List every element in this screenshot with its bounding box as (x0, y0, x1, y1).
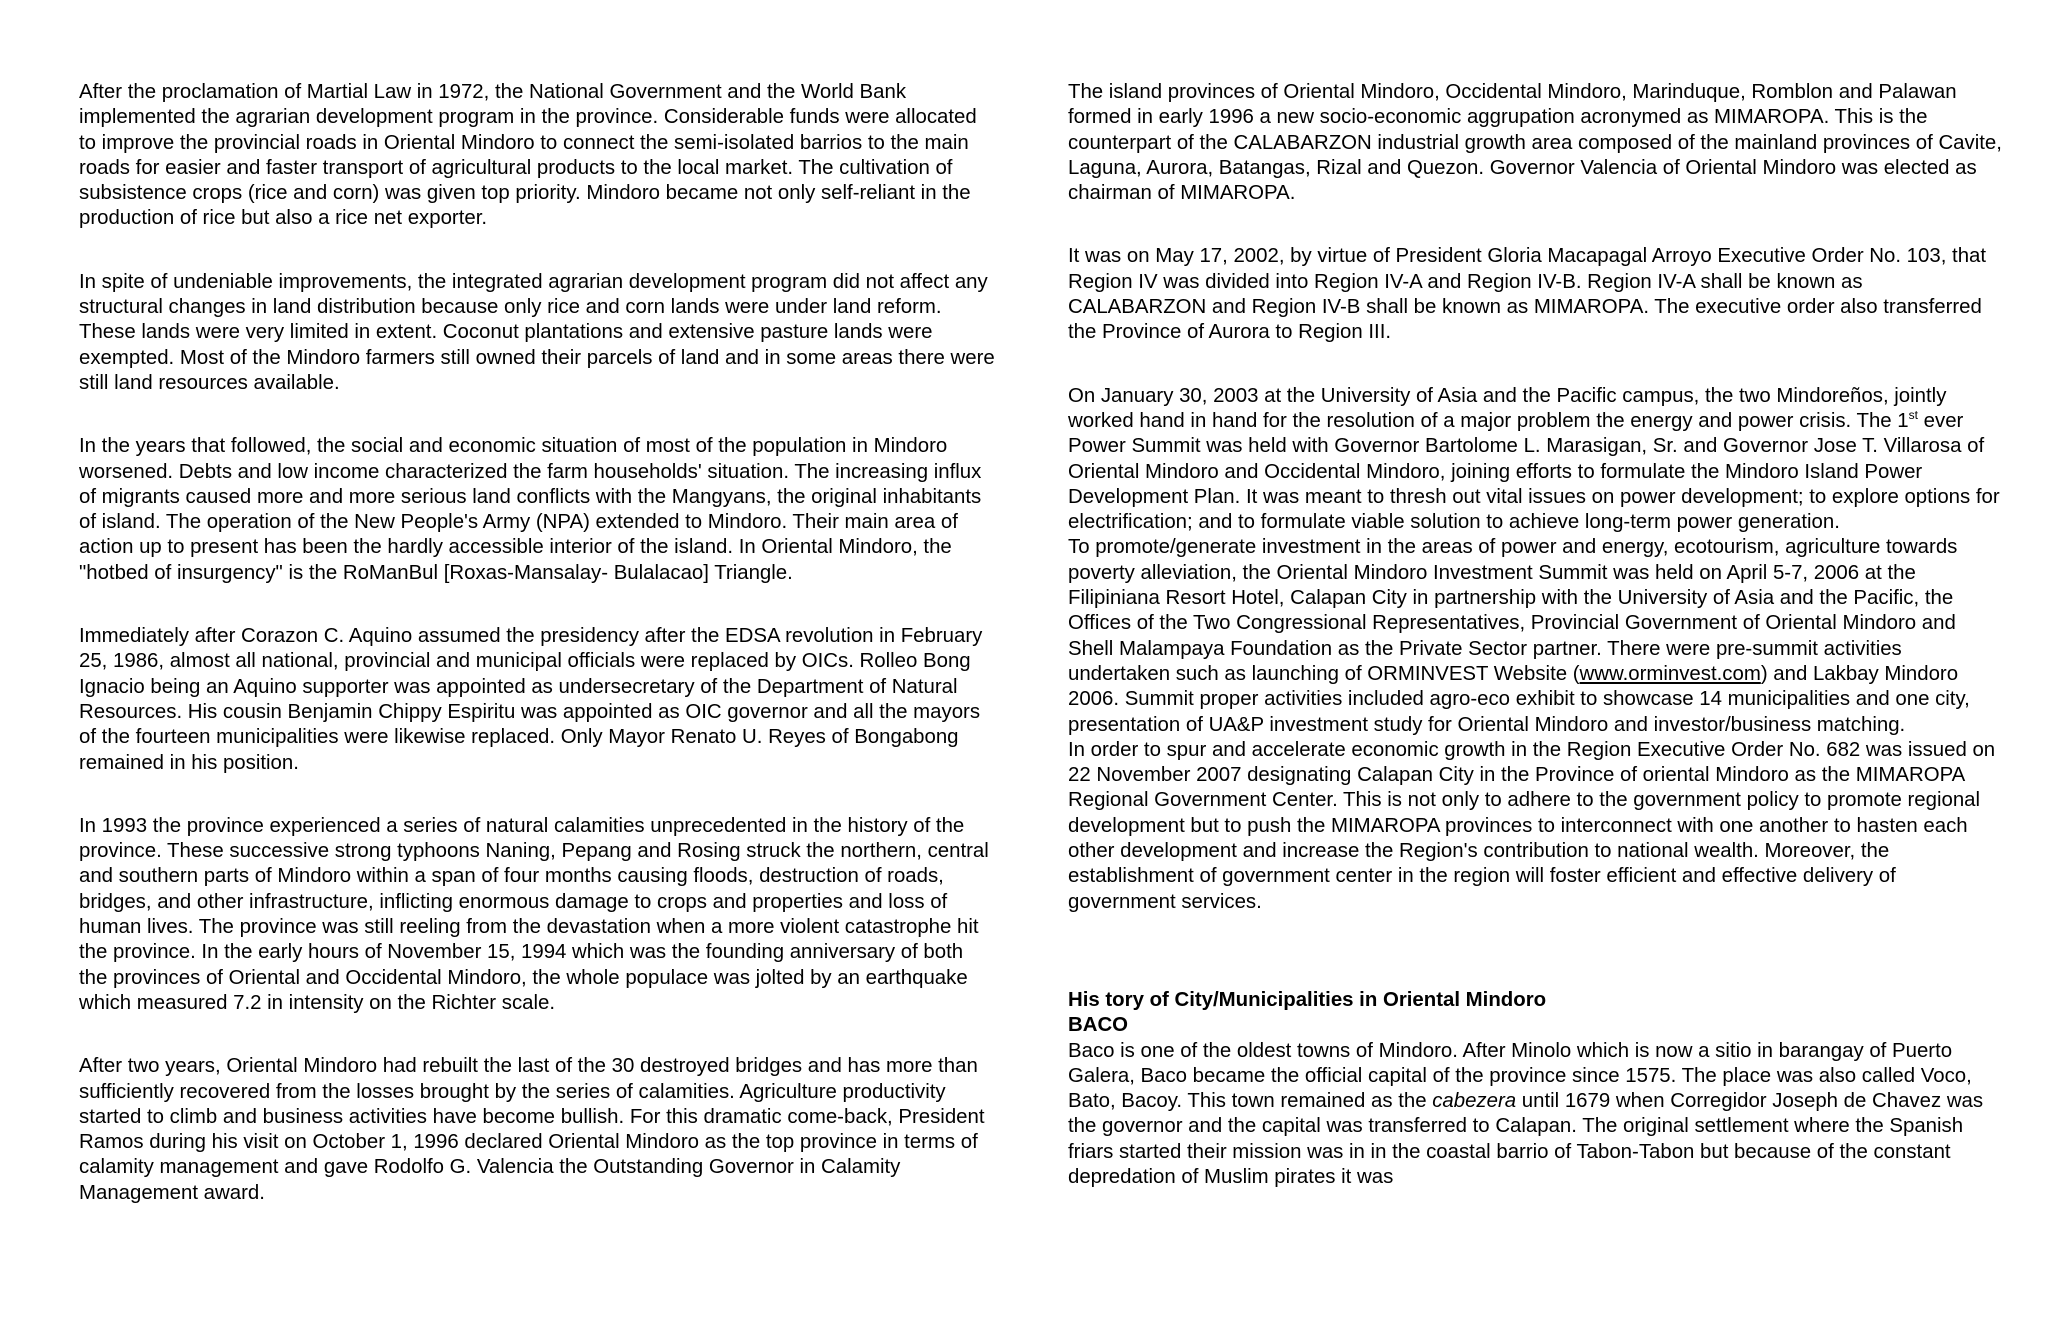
baco-text-start: Baco is one of the oldest towns of Mindoro. After Minolo which is now a sitio in barangay of Puerto Galera, Baco became the official capital of the province since 1575. The place was also called Voco, Bato, Bacoy. This town remained as the (1068, 1039, 1972, 1113)
paragraph-agrarian-reform: In spite of undeniable improvements, the integrated agrarian development program did not affect any structural changes in land distribution because only rice and corn lands were under land reform. These lands were very limited in extent. Coconut plantations and extensive pasture lands were exempted. Most of the Mindoro farmers still owned their parcels of land and in some areas there were still land resources available. (79, 270, 995, 394)
baco-text-end: until 1679 when Corregidor Joseph de Chavez was the governor and the capital was transferred to Calapan. The original settlement where the Spanish friars started their mission was in in the coastal barrio of Tabon-Tabon but because of the constant depredation of Muslim pirates it was (1068, 1090, 1984, 1188)
section-heading-history: His tory of City/Municipalities in Oriental Mindoro (1068, 988, 1547, 1011)
paragraph-social-situation: In the years that followed, the social and economic situation of most of the population in Mindoro worsened. Debts and low income characterized the farm households' situation. The increasing influx of migrants caused more and more serious land conflicts with the Mangyans, the original inhabitants of island. The operation of the New People's Army (NPA) extended to Mindoro. Their main area of action up to present has been the hardly accessible interior of the island. In Oriental Mindoro, the "hotbed of insurgency" is the RoManBul [Roxas-Mansalay- Bulalacao] Triangle. (79, 435, 982, 584)
cabezera-term: cabezera (1432, 1090, 1517, 1113)
paragraph-recovery: After two years, Oriental Mindoro had rebuilt the last of the 30 destroyed bridges and has more than sufficiently recovered from the losses brought by the series of calamities. Agriculture productivity started to climb and business activities have become bullish. For this dramatic come-back, President Ramos during his visit on October 1, 1996 declared Oriental Mindoro as the top province in terms of calamity management and gave Rodolfo G. Valencia the Outstanding Governor in Calamity Management award. (79, 1055, 985, 1204)
paragraph-mimaropa-formation: The island provinces of Oriental Mindoro, Occidental Mindoro, Marinduque, Romblon and Palawan formed in early 1996 a new socio-economic aggrupation acronymed as MIMAROPA. This is the counterpart of the CALABARZON industrial growth area composed of the mainland provinces of Cavite, Laguna, Aurora, Batangas, Rizal and Quezon. Governor Valencia of Oriental Mindoro was elected as chairman of MIMAROPA. (1068, 81, 2002, 205)
investment-summit-text-end: ) and Lakbay Mindoro 2006. Summit proper activities included agro-eco exhibit to showcase 14 municipalities and one city, presentation of UA&P investment study for Oriental Mindoro and investor/business matching. (1068, 662, 1970, 736)
paragraph-natural-calamities: In 1993 the province experienced a series of natural calamities unprecedented in the history of the province. These successive strong typhoons Naning, Pepang and Rosing struck the northern, central and southern parts of Mindoro within a span of four months causing floods, destruction of roads, bridges, and other infrastructure, inflicting enormous damage to crops and properties and loss of human lives. The province was still reeling from the devastation when a more violent catastrophe hit the province. In the early hours of November 15, 1994 which was the founding anniversary of both the provinces of Oriental and Occidental Mindoro, the whole populace was jolted by an earthquake which measured 7.2 in intensity on the Richter scale. (79, 814, 989, 1014)
paragraph-region-division: It was on May 17, 2002, by virtue of President Gloria Macapagal Arroyo Executive Order No. 103, that Region IV was divided into Region IV-A and Region IV-B. Region IV-A shall be known as CALABARZON and Region IV-B shall be known as MIMAROPA. The executive order also transferred the Province of Aurora to Region III. (1068, 245, 1987, 344)
ordinal-superscript: st (1908, 408, 1918, 423)
power-summit-text-start: On January 30, 2003 at the University of Asia and the Pacific campus, the two Mindoreños, jointly worked hand in hand for the resolution of a major problem the energy and power crisis. The 1 (1068, 384, 1947, 432)
paragraph-investment-summit (1068, 535, 2006, 737)
paragraph-regional-center: In order to spur and accelerate economic growth in the Region Executive Order No. 682 was issued on 22 November 2007 designating Calapan City in the Province of oriental Mindoro as the MIMAROPA Regional Government Center. This is not only to adhere to the government policy to promote regional development but to push the MIMAROPA provinces to interconnect with one another to hasten each other development and increase the Region's contribution to national wealth. Moreover, the establishment of government center in the region will foster efficient and effective delivery of government services. (1068, 738, 1996, 913)
orminvest-website-link[interactable]: www.orminvest.com (1579, 662, 1761, 685)
power-summit-text-end: ever Power Summit was held with Governor Bartolome L. Marasigan, Sr. and Governor Jose T. Villarosa of Oriental Mindoro and Occidental Mindoro, joining efforts to formulate the Mindoro Island Power Development Plan. It was meant to thresh out vital issues on power development; to explore options for electrification; and to formulate viable solution to achieve long-term power generation. (1068, 409, 2000, 534)
paragraph-martial-law: After the proclamation of Martial Law in 1972, the National Government and the World Bank implemented the agrarian development program in the province. Considerable funds were allocated to improve the provincial roads in Oriental Mindoro to connect the semi-isolated barrios to the main roads for easier and faster transport of agricultural products to the local market. The cultivation of subsistence crops (rice and corn) was given top priority. Mindoro became not only self-reliant in the production of rice but also a rice net exporter. (79, 81, 977, 230)
investment-summit-text-start: To promote/generate investment in the areas of power and energy, ecotourism, agriculture towards poverty alleviation, the Oriental Mindoro Investment Summit was held on April 5-7, 2006 at the Filipiniana Resort Hotel, Calapan City in partnership with the University of Asia and the Pacific, the Offices of the Two Congressional Representatives, Provincial Government of Oriental Mindoro and Shell Malampaya Foundation as the Private Sector partner. There were pre-summit activities undertaken such as launching of ORMINVEST Website ( (1068, 536, 1958, 685)
left-column (79, 80, 997, 1206)
paragraph-power-summit (1068, 384, 2006, 536)
subheading-baco: BACO (1068, 1014, 1129, 1037)
paragraph-aquino-presidency: Immediately after Corazon C. Aquino assumed the presidency after the EDSA revolution in February 25, 1986, almost all national, provincial and municipal officials were replaced by OICs. Rolleo Bong Ignacio being an Aquino supporter was appointed as undersecretary of the Department of Natural Resources. His cousin Benjamin Chippy Espiritu was appointed as OIC governor and all the mayors of the fourteen municipalities were likewise replaced. Only Mayor Renato U. Reyes of Bongabong remained in his position. (79, 625, 983, 774)
paragraph-baco-history (1068, 1039, 2006, 1191)
right-column (1068, 80, 2006, 1190)
